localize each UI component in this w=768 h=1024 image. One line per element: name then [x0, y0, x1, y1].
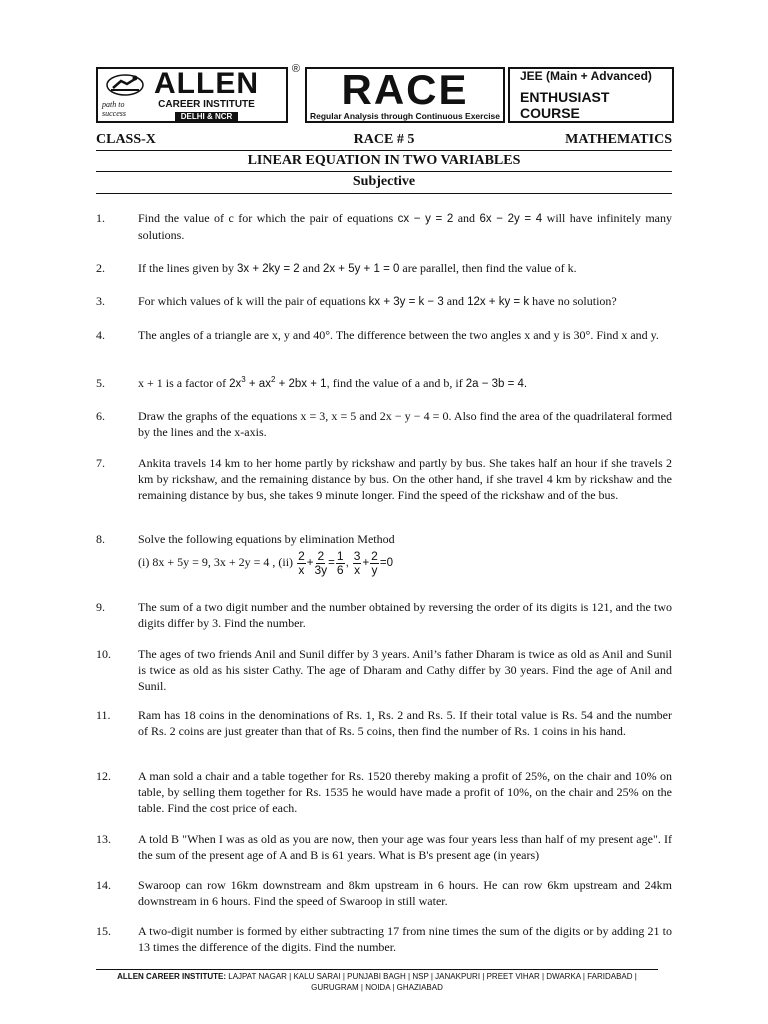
allen-brand: ALLEN	[154, 66, 259, 100]
course-label: ENTHUSIAST COURSE	[520, 89, 610, 121]
footer-centers-line1: LAJPAT NAGAR | KALU SARAI | PUNJABI BAGH | NSP | JANAKPURI | PREET VIHAR | DWARKA | FARIDABAD |	[228, 972, 637, 981]
question-number: 3.	[96, 294, 105, 308]
question-9	[96, 599, 672, 631]
question-number: 6.	[96, 409, 105, 423]
question-number: 12.	[96, 769, 111, 783]
fraction: $\frac{2}{x}$	[298, 548, 305, 577]
question-number: 4.	[96, 328, 105, 342]
footer-centers-line2: GURUGRAM | NOIDA | GHAZIABAD	[311, 983, 443, 992]
divider	[96, 150, 672, 151]
allen-emblem	[102, 72, 148, 118]
question-text: Ankita travels 14 km to her home partly by rickshaw and partly by bus. She takes half an hour if she travels 2 km by rickshaw, and the remaining distance by bus. On the other hand, if she travel 4 km by rickshaw and the remaining distance by bus, she takes 9 minute longer. Find the speed of the rickshaw and of the bus.	[138, 456, 672, 502]
race-wordmark: RACE	[341, 66, 469, 114]
question-7	[96, 455, 672, 503]
question-text: Draw the graphs of the equations x = 3, x = 5 and 2x − y − 4 = 0. Also find the area of the quadrilateral formed by the lines and the x-axis.	[138, 409, 672, 439]
running-man-icon	[105, 72, 145, 98]
exam-label: JEE (Main + Advanced)	[520, 69, 652, 83]
meta-row	[96, 132, 672, 150]
question-10	[96, 646, 672, 694]
question-text: Find the value of c for which the pair of equations cx − y = 2 and 6x − 2y = 4 will have infinitely many solutions.	[138, 211, 672, 242]
question-number: 2.	[96, 261, 105, 275]
question-2	[96, 260, 672, 277]
polynomial: $2x^3 + ax^2 + 2bx + 1$,	[229, 375, 330, 390]
equation: kx + 3y = k − 3	[368, 296, 444, 308]
header-banner	[96, 63, 674, 123]
question-text: Solve the following equations by elimination Method (i) 8x + 5y = 9, 3x + 2y = 4 , (ii) $\frac{2}{x}$ + $\frac{2}{3y}$ = $\frac{1}{6}$ , $\frac{3}{x}$ + $\frac{2}{y}$ =0	[138, 531, 672, 578]
question-number: 7.	[96, 456, 105, 470]
fraction: $\frac{1}{6}$	[336, 548, 344, 577]
question-5	[96, 375, 672, 392]
registered-mark: ®	[291, 63, 300, 75]
question-text: The sum of a two digit number and the number obtained by reversing the order of its digits is 121, and the two digits differ by 3. Find the number.	[138, 600, 672, 630]
allen-region: DELHI & NCR	[175, 112, 239, 122]
question-text: The angles of a triangle are x, y and 40°. The difference between the two angles x and y is 30°. Find x and y.	[138, 328, 659, 342]
equation: 12x + ky = k	[467, 296, 530, 308]
question-number: 1.	[96, 211, 105, 225]
footer	[96, 971, 658, 993]
question-number: 8.	[96, 532, 105, 546]
question-number: 15.	[96, 924, 111, 938]
section-title: Subjective	[352, 174, 416, 189]
subject-label: MATHEMATICS	[565, 132, 672, 147]
fraction: $\frac{2}{y}$	[371, 548, 378, 577]
divider	[96, 193, 672, 194]
footer-label: ALLEN CAREER INSTITUTE:	[117, 972, 227, 981]
footer-divider	[96, 969, 658, 970]
race-logo-box	[305, 67, 505, 123]
question-number: 11.	[96, 708, 111, 722]
question-6	[96, 408, 672, 440]
race-tagline: Regular Analysis through Continuous Exercise	[309, 111, 501, 122]
equation: 2a − 3b = 4.	[465, 378, 528, 390]
question-11	[96, 707, 672, 739]
question-12	[96, 768, 672, 816]
allen-wordmark	[154, 66, 259, 122]
question-3	[96, 293, 672, 310]
question-text: A man sold a chair and a table together for Rs. 1520 thereby making a profit of 25%, on the chair and 10% on table, by selling them together for Rs. 1535 he would have made a profit of 10%, on the chair and 25% on the table. Find the cost price of each.	[138, 769, 672, 815]
question-number: 13.	[96, 832, 111, 846]
question-text: Swaroop can row 16km downstream and 8km upstream in 6 hours. He can row 6km upstream and 24km downstream in 6 hours. Find the speed of Swaroop in still water.	[138, 878, 672, 908]
fraction: $\frac{3}{x}$	[353, 548, 361, 577]
equation: 6x − 2y = 4	[479, 213, 543, 225]
question-8	[96, 531, 672, 578]
question-number: 9.	[96, 600, 105, 614]
divider	[96, 171, 672, 172]
emblem-tagline: path to success	[102, 100, 126, 118]
question-4	[96, 327, 672, 343]
question-text: If the lines given by 3x + 2ky = 2 and 2x + 5y + 1 = 0 are parallel, then find the value of k.	[138, 261, 577, 275]
question-number: 14.	[96, 878, 111, 892]
allen-logo-box	[96, 63, 300, 123]
question-text: x + 1 is a factor of $2x^3 + ax^2 + 2bx + 1$, find the value of a and b, if 2a − 3b = 4.	[138, 375, 528, 390]
equation-line: (i) 8x + 5y = 9, 3x + 2y = 4 , (ii) $\frac{2}{x}$ + $\frac{2}{3y}$ = $\frac{1}{6}$ , $\frac{3}{x}$ + $\frac{2}{y}$ =0	[138, 548, 393, 577]
question-15	[96, 923, 672, 955]
question-number: 5.	[96, 376, 105, 390]
question-number: 10.	[96, 647, 111, 661]
equation: cx − y = 2	[397, 213, 454, 225]
allen-institute: CAREER INSTITUTE	[158, 98, 255, 110]
question-text: Ram has 18 coins in the denominations of Rs. 1, Rs. 2 and Rs. 5. If their total value is Rs. 54 and the number of Rs. 2 coins are just greater than that of Rs. 5 coins, then find the number of Rs. 1 coins in his hand.	[138, 708, 672, 738]
question-text: The ages of two friends Anil and Sunil differ by 3 years. Anil’s father Dharam is twice as old as Anil and Sunil is twice as old as his sister Cathy. The age of Dharam and Cathy differ by 30 years. Find the age of Anil and Sunil.	[138, 647, 672, 693]
question-text: A told B "When I was as old as you are now, then your age was four years less than half of my present age". If the sum of the present age of A and B is 61 years. What is B's present age (in years)	[138, 832, 672, 862]
equation: 2x + 5y + 1 = 0	[322, 263, 400, 275]
class-label: CLASS-X	[96, 132, 156, 147]
question-text: For which values of k will the pair of equations kx + 3y = k − 3 and 12x + ky = k have no solution?	[138, 294, 617, 308]
question-text: A two-digit number is formed by either subtracting 17 from nine times the sum of the digits or by adding 21 to 13 times the difference of the digits. Find the number.	[138, 924, 672, 954]
equation: 3x + 2ky = 2	[236, 263, 300, 275]
fraction: $\frac{2}{3y}$	[314, 548, 328, 577]
course-box	[508, 67, 674, 123]
topic-title: LINEAR EQUATION IN TWO VARIABLES	[247, 153, 521, 168]
race-number: RACE # 5	[353, 132, 415, 147]
question-14	[96, 877, 672, 909]
question-13	[96, 831, 672, 863]
question-1	[96, 210, 672, 243]
